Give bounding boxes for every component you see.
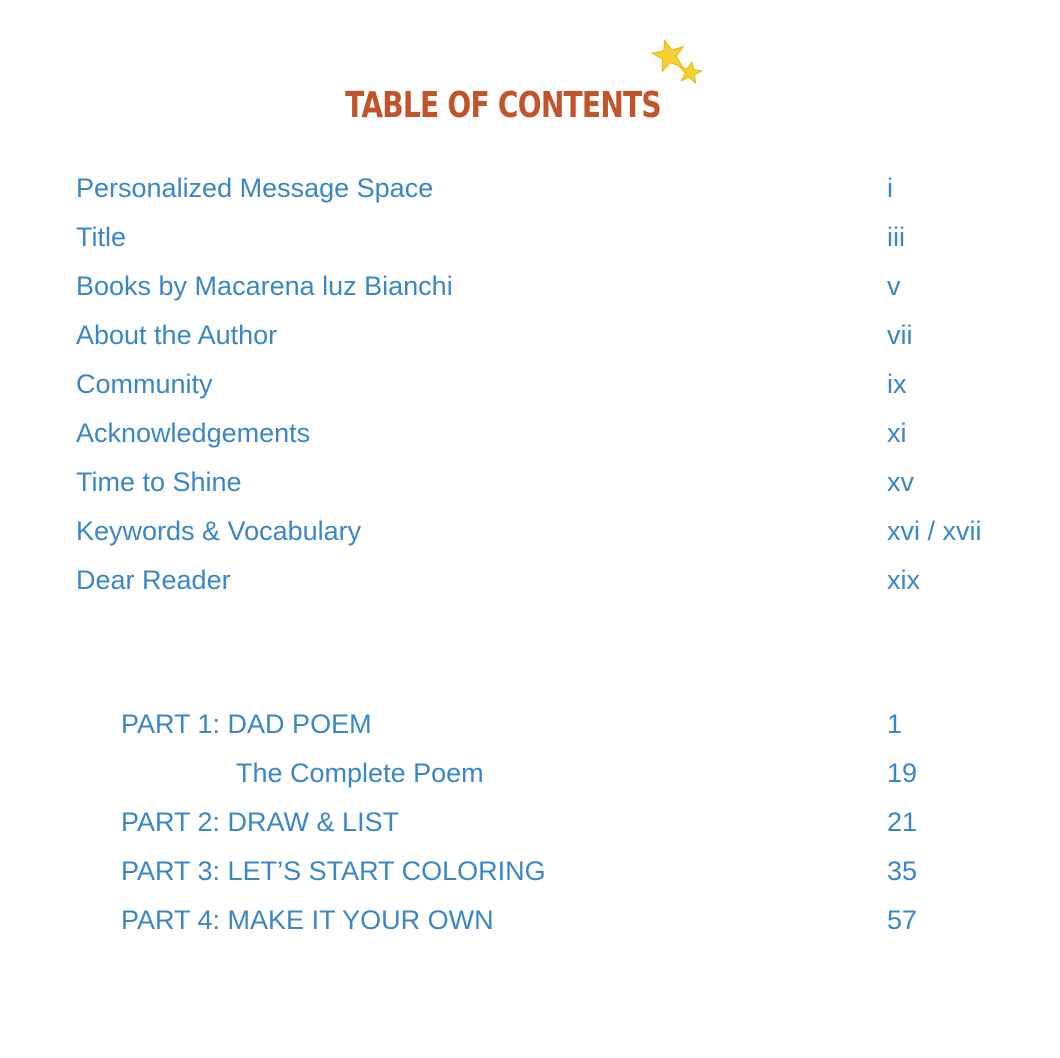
toc-entry [0,514,1060,548]
toc-entry [0,563,1060,597]
toc-entry-label: Community [76,369,213,399]
toc-entry-page: ix [887,369,907,399]
toc-entry-page: v [887,271,901,301]
toc-entry-page: 57 [887,905,918,935]
toc-entry [0,805,1060,839]
toc-entry-page: 21 [887,807,918,837]
toc-entry-label: PART 2: DRAW & LIST [121,807,400,837]
toc-entry [0,269,1060,303]
toc-entry-label: Personalized Message Space [76,173,434,203]
toc-entry [0,707,1060,741]
toc-entry-label: Title [76,222,127,252]
toc-entry-page: 1 [887,709,903,739]
toc-entry [0,220,1060,254]
toc-entry-page: xvi / xvii [887,516,982,546]
toc-entry-label: Time to Shine [76,467,242,497]
toc-entry [0,756,1060,790]
toc-entry-page: xix [887,565,920,595]
toc-entry-label: Dear Reader [76,565,231,595]
toc-entry-page: vii [887,320,913,350]
toc-entry-page: xi [887,418,907,448]
toc-entry-page: iii [887,222,905,252]
toc-entry-page: 19 [887,758,918,788]
toc-entry-label: Acknowledgements [76,418,311,448]
toc-entry-label: PART 4: MAKE IT YOUR OWN [121,905,494,935]
toc-entry-page: i [887,173,893,203]
toc-entry [0,367,1060,401]
toc-entry-label: Keywords & Vocabulary [76,516,362,546]
toc-entry-label: About the Author [76,320,278,350]
toc-entry-label: The Complete Poem [236,758,484,788]
toc-entry-label: Books by Macarena luz Bianchi [76,271,453,301]
toc-entry-label: PART 3: LET’S START COLORING [121,856,546,886]
toc-entry [0,171,1060,205]
toc-entry [0,318,1060,352]
toc-entry-label: PART 1: DAD POEM [121,709,372,739]
page-title: TABLE OF CONTENTS [345,85,661,126]
toc-entry [0,416,1060,450]
toc-entry [0,465,1060,499]
toc-entry [0,903,1060,937]
toc-entry [0,854,1060,888]
toc-entry-page: 35 [887,856,918,886]
toc-entry-page: xv [887,467,914,497]
